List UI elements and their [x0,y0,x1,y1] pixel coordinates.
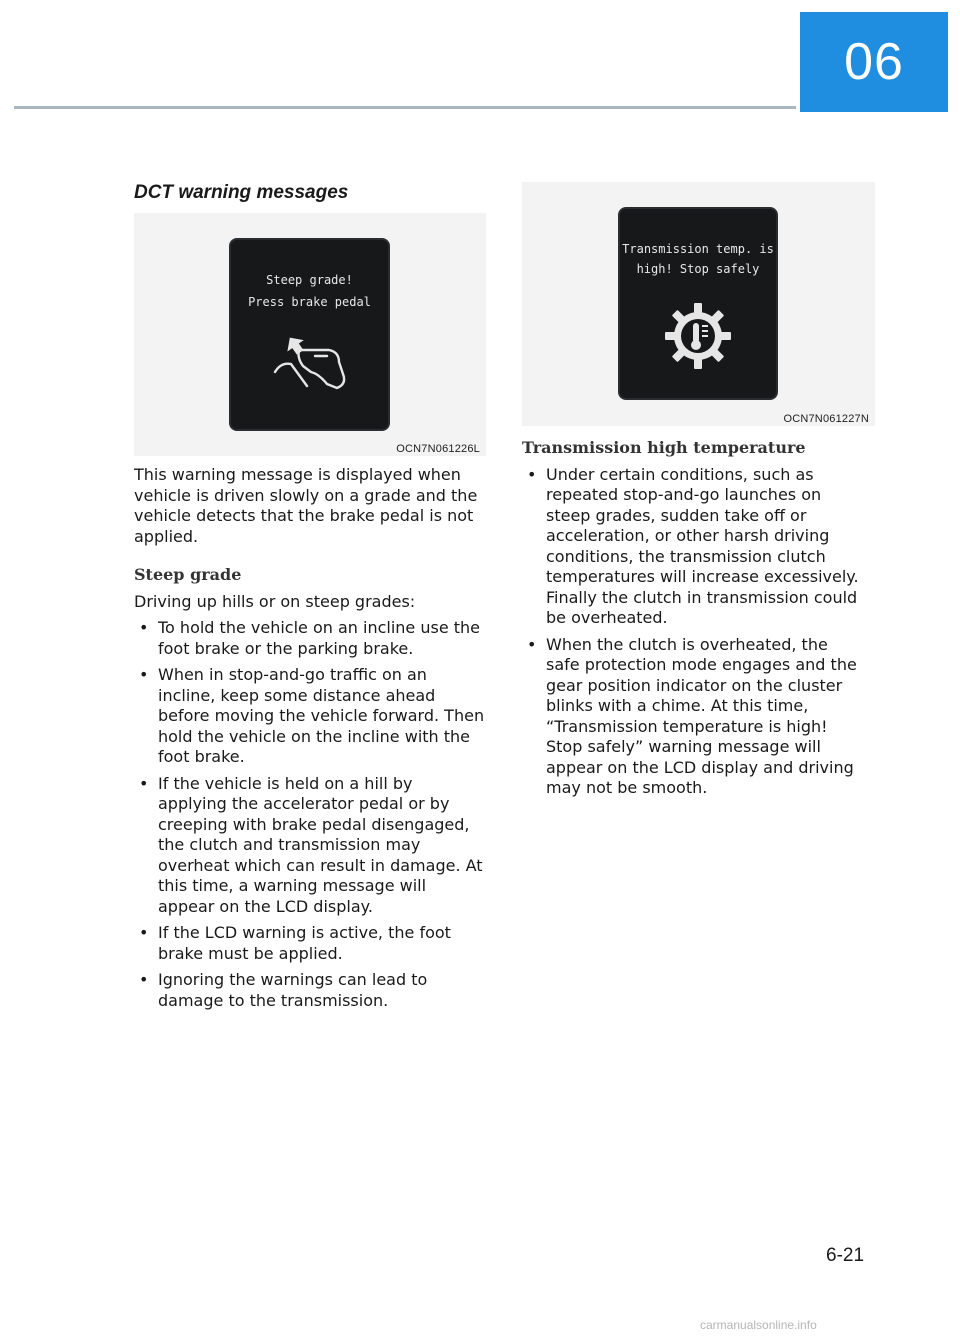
figure-steep-grade [134,213,486,456]
right-column [522,438,862,805]
bullet-icon: • [139,970,149,989]
list-item [522,465,862,629]
bullet-icon: • [527,464,537,484]
list-item [134,970,486,1011]
bullet-icon: • [139,665,149,684]
list-item-text: Under certain conditions, such as repeated stop-and-go launches on steep grades, sudden take off or acceleration, or other harsh driving conditions, the transmission clutch temperatures will increase excessively. Finally the clutch in transmission could be overheated. [546,464,859,627]
chapter-tab: 06 [800,12,948,112]
lcd-line-2: Press brake pedal [248,295,371,309]
bullet-icon: • [139,618,149,637]
intro-paragraph: This warning message is displayed when vehicle is driven slowly on a grade and the vehicle detects that the brake pedal is not applied. [134,465,478,546]
subhead-transmission-high-temp: Transmission high temperature [522,438,806,457]
lead-paragraph: Driving up hills or on steep grades: [134,591,416,611]
section-title: DCT warning messages [134,182,349,203]
lcd-line-1: Steep grade! [266,273,353,287]
transmission-temp-bullets [522,465,862,799]
figure-code: OCN7N061226L [396,443,480,455]
header-rule [14,106,796,109]
list-item [134,774,486,918]
list-item-text: To hold the vehicle on an incline use the foot brake or the parking brake. [158,618,481,658]
steep-grade-bullets [134,618,486,1011]
figure-code: OCN7N061227N [783,413,869,425]
list-item-text: When the clutch is overheated, the safe protection mode engages and the gear position indicator on the cluster blinks with a chime. At this time, “Transmission temperature is high! Stop safely” warning message will appear on the LCD display and driving may not be smooth. [546,634,857,797]
lcd-display [620,209,776,398]
list-item [134,923,486,964]
lcd-display [231,240,388,429]
list-item [522,635,862,799]
list-item [134,665,486,768]
subhead-steep-grade: Steep grade [134,565,242,584]
left-column [134,465,486,1017]
transmission-temp-gear-icon [663,301,733,371]
list-item [134,618,486,659]
bullet-icon: • [139,773,149,793]
watermark: carmanualsonline.info [700,1318,817,1332]
bullet-icon: • [139,923,149,942]
lcd-line-2: high! Stop safely [636,262,760,276]
bullet-icon: • [527,634,537,654]
list-item-text: If the LCD warning is active, the foot brake must be applied. [158,923,451,963]
list-item-text: When in stop-and-go traffic on an incline, keep some distance ahead before moving the vehicle forward. Then hold the vehicle on the incline with the foot brake. [158,665,485,766]
lcd-line-1: Transmission temp. is [622,242,774,256]
list-item-text: Ignoring the warnings can lead to damage to the transmission. [158,970,428,1010]
list-item-text: If the vehicle is held on a hill by applying the accelerator pedal or by creeping with brake pedal disengaged, the clutch and transmission may overheat which can result in damage. At this time, a warning message will appear on the LCD display. [158,773,483,916]
figure-transmission-temp [522,182,875,426]
page-number: 6-21 [826,1245,865,1266]
brake-pedal-icon [267,332,357,402]
